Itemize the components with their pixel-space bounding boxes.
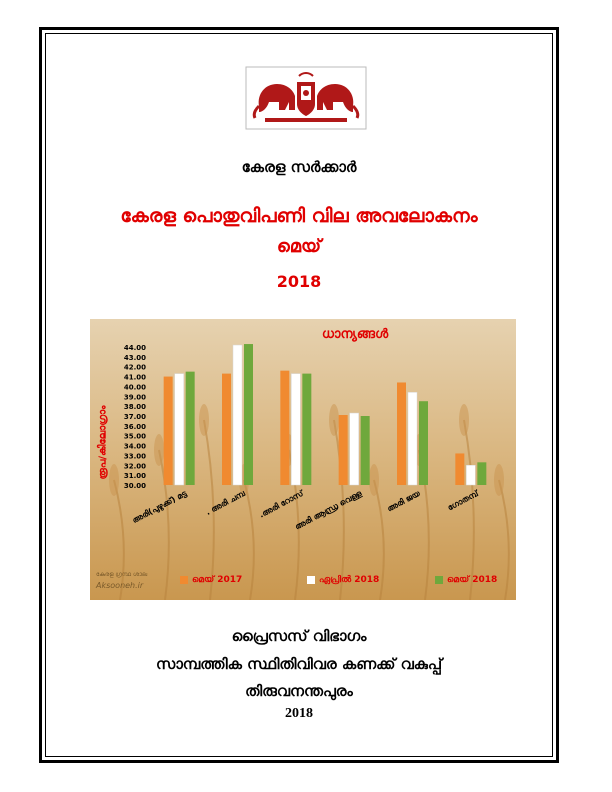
bar	[244, 344, 253, 485]
legend-item-may-2018	[435, 575, 497, 585]
report-month: മെയ്	[276, 236, 322, 257]
bar	[361, 416, 370, 485]
bar	[408, 392, 417, 485]
bar	[280, 371, 289, 485]
footer-city: തിരുവനന്തപുരം	[245, 682, 353, 700]
x-tick-label: .അരി റോസ്	[257, 488, 305, 520]
y-tick-label: 42.00	[123, 363, 146, 372]
y-tick-label: 37.00	[123, 413, 146, 421]
kerala-state-emblem-icon	[245, 66, 367, 130]
y-tick-label: 44.00	[123, 344, 146, 352]
footer-department: സാമ്പത്തിക സ്ഥിതിവിവര കണക്ക് വകുപ്പ്	[155, 655, 442, 673]
bar	[339, 415, 348, 485]
y-tick-label: 30.00	[123, 482, 146, 490]
x-tick-label: അരി(പുഴുക്ക്) മട്ട	[130, 488, 189, 525]
x-tick-label: . അരി ചമ്പ	[204, 488, 247, 517]
watermark-site: Aksooneh.ir	[96, 581, 144, 590]
bar	[350, 413, 359, 485]
bar	[466, 465, 475, 485]
legend-label: മെയ് 2017	[192, 575, 243, 585]
legend-swatch	[435, 576, 443, 584]
wheat-ear	[329, 404, 339, 436]
footer-section: പ്രൈസസ് വിഭാഗം	[231, 627, 367, 645]
bar	[397, 382, 406, 485]
bar	[175, 374, 184, 485]
x-tick-label: ഗോതമ്പ്	[446, 488, 480, 513]
y-tick-label: 43.00	[123, 353, 146, 362]
wheat-ear	[109, 464, 119, 496]
wheat-ear	[494, 464, 504, 496]
wheat-ear	[199, 404, 209, 436]
bar	[419, 401, 428, 485]
y-tick-label: 31.00	[123, 472, 146, 481]
y-tick-label: 34.00	[123, 442, 146, 451]
report-title: കേരള പൊതുവിപണി വില അവലോകനം	[120, 205, 478, 227]
legend-label: ഏപ്രിൽ 2018	[319, 575, 380, 585]
y-tick-label: 39.00	[123, 393, 146, 402]
y-axis-label: രൂപ/കിലോഗ്രാം	[97, 405, 109, 480]
x-tick-label: അരി ആന്ധ്ര വെള്ള	[293, 488, 364, 532]
y-tick-label: 38.00	[123, 403, 146, 412]
x-tick-label: അരി ജയ	[385, 488, 422, 514]
footer-year: 2018	[285, 706, 313, 721]
chart-title: ധാന്യങ്ങൾ	[321, 327, 389, 342]
y-tick-label: 40.00	[123, 383, 146, 392]
bar	[455, 453, 464, 485]
watermark-text: കേരള ഗ്രന്ഥ ശാല	[96, 571, 148, 578]
legend-item-may-2017	[180, 575, 242, 585]
bar	[222, 374, 231, 485]
chart-canvas	[90, 319, 516, 600]
bar	[233, 345, 242, 485]
wheat-ear	[369, 464, 379, 496]
y-tick-label: 32.00	[123, 462, 146, 471]
bar	[291, 374, 300, 485]
legend-label: മെയ് 2018	[447, 575, 498, 585]
bar	[477, 462, 486, 485]
wheat-ear	[459, 404, 469, 436]
y-tick-label: 35.00	[123, 432, 146, 441]
report-year: 2018	[276, 272, 322, 291]
legend-swatch	[180, 576, 188, 584]
government-name: കേരള സർക്കാർ	[241, 158, 357, 176]
cereal-price-chart	[90, 319, 516, 600]
wheat-ear	[154, 434, 164, 466]
bar	[302, 374, 311, 485]
legend-swatch	[307, 576, 315, 584]
y-tick-label: 41.00	[123, 373, 146, 382]
chart-legend	[180, 575, 510, 591]
y-tick-label: 33.00	[123, 452, 146, 461]
legend-item-april-2018	[307, 575, 379, 585]
bar	[164, 377, 173, 485]
bar	[186, 372, 195, 485]
y-tick-label: 36.00	[123, 422, 146, 431]
